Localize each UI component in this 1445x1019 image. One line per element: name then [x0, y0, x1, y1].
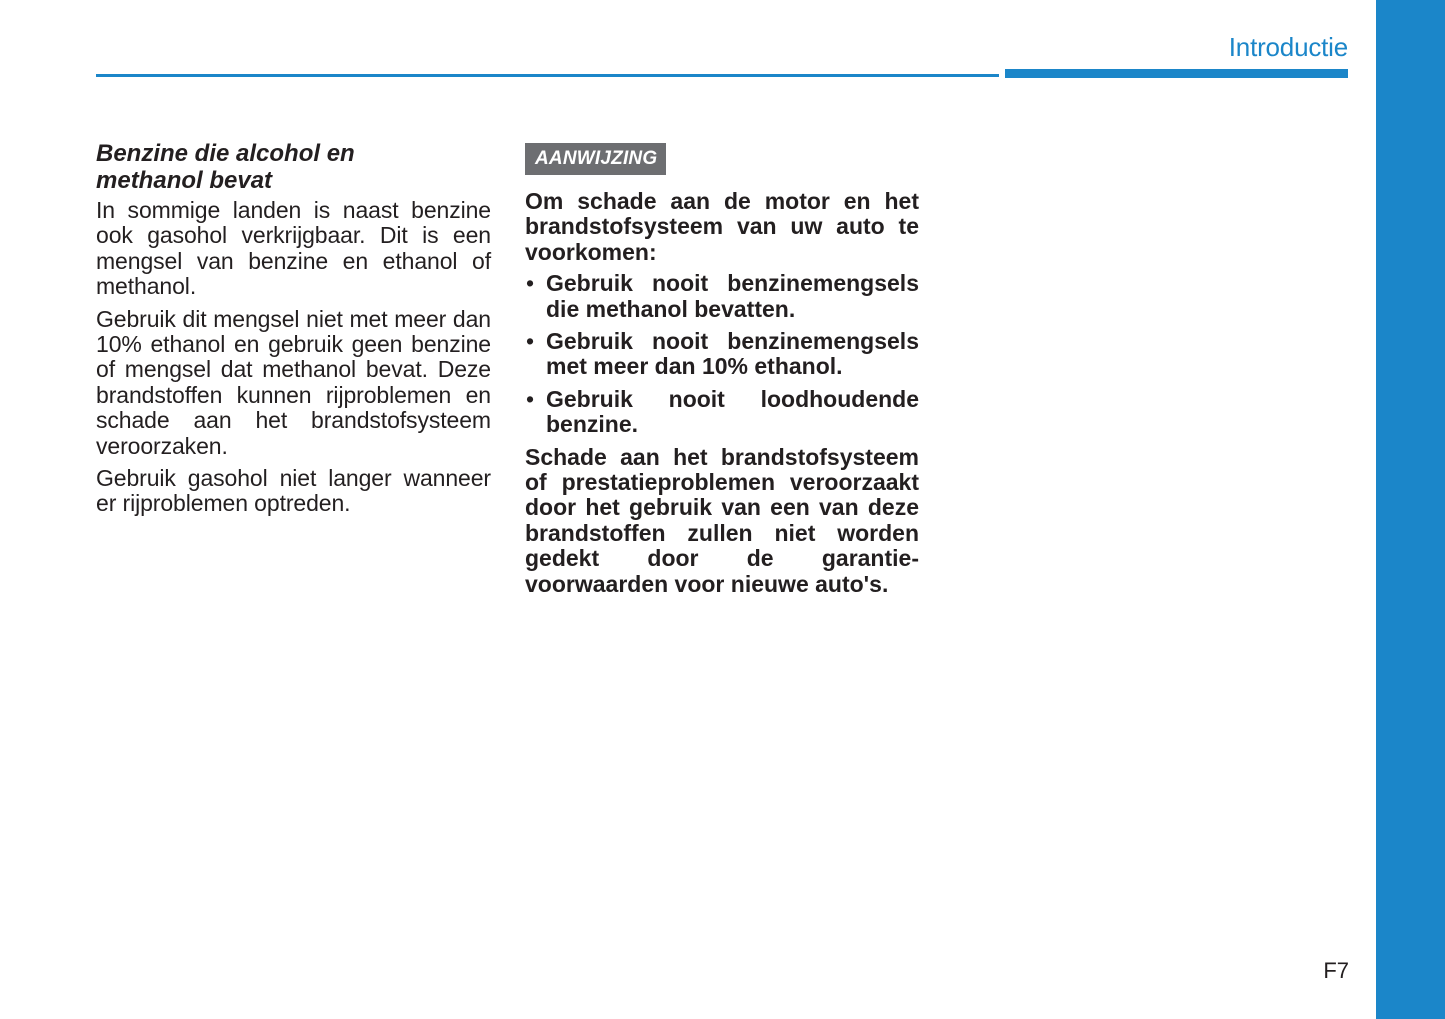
section-heading-line1: Benzine die alcohol en	[96, 140, 355, 167]
header-rule-accent	[1005, 69, 1348, 78]
note-closing: Schade aan het brandstofsysteem of prestatieproblemen veroorzaakt door het gebruik van een van deze brandstoffen zullen niet worden gedekt door de garantievoorwaarden voor nieuwe auto's.	[525, 443, 919, 597]
note-bullet-text: Gebruik nooit benzinemengsels met meer dan 10% ethanol.	[546, 328, 919, 380]
section-title: Introductie	[1228, 32, 1348, 62]
note-bullet-item	[525, 271, 919, 322]
bullet-icon: •	[526, 385, 535, 412]
bullet-icon: •	[526, 270, 535, 297]
note-bullet-text: Gebruik nooit loodhoudende benzine.	[546, 385, 919, 438]
note-bullet-item	[525, 387, 919, 438]
note-bullet-item	[525, 329, 919, 380]
note-badge: AANWIJZING	[525, 143, 666, 175]
bullet-icon: •	[526, 328, 535, 355]
left-column	[96, 140, 491, 524]
note-bullet-text: Gebruik nooit benzinemengsels die methanol bevatten.	[546, 270, 919, 322]
section-heading-line2: methanol bevat	[96, 167, 273, 194]
note-box	[525, 143, 919, 597]
body-paragraph: Gebruik dit mengsel niet met meer dan 10% ethanol en gebruik geen benzine of mengsel dat methanol bevat. Deze brandstoffen kunnen rijproblemen en schade aan het brandstofsysteem veroorzaken.	[96, 305, 491, 459]
body-paragraph: Gebruik gasohol niet langer wanneer er rijproblemen optreden.	[96, 465, 491, 517]
note-intro: Om schade aan de motor en het brandstofsysteem van uw auto te voorkomen:	[525, 188, 919, 265]
section-heading	[96, 140, 491, 194]
chapter-side-tab	[1376, 0, 1445, 1019]
header-rule	[96, 74, 999, 77]
body-paragraph: In sommige landen is naast benzine ook gasohol verkrijgbaar. Dit is een mengsel van benzine en ethanol of methanol.	[96, 197, 491, 300]
page-number: F7	[1323, 958, 1349, 983]
note-bullet-list	[525, 271, 919, 437]
